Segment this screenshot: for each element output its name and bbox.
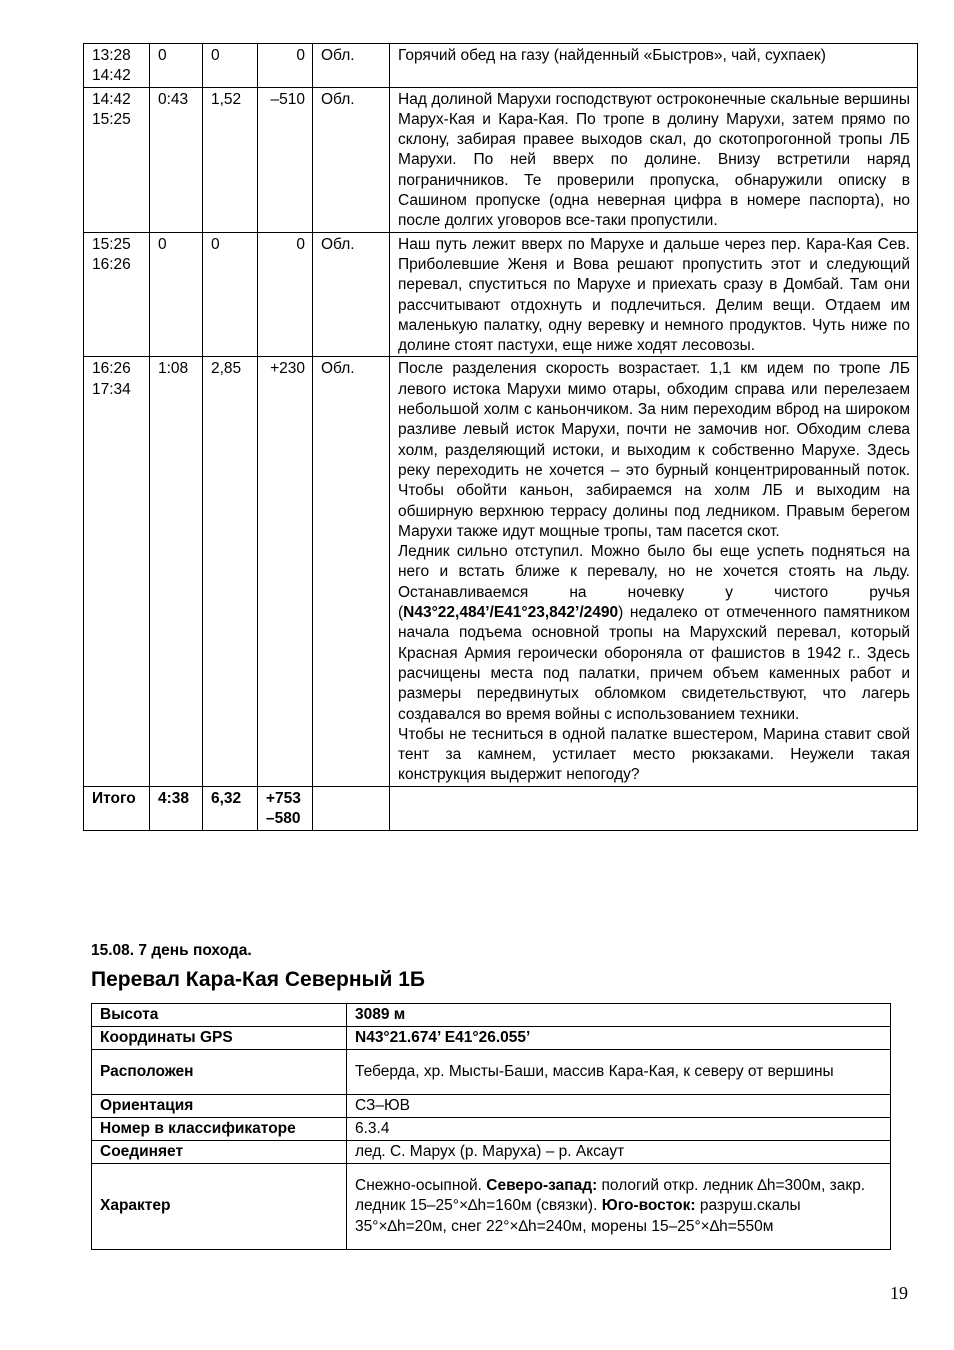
connects-value: лед. С. Марух (р. Маруха) – р. Аксаут bbox=[347, 1141, 891, 1164]
duration-cell: 0 bbox=[150, 232, 203, 357]
total-row bbox=[84, 786, 918, 831]
distance-cell: 0 bbox=[203, 44, 258, 88]
description-cell: Над долиной Марухи господствуют остроконечные скальные вершины Марух-Кая и Кара-Кая. По тропе в долину Марухи, затем прямо по склону, забирая правее выходов скал, до скотопрогонной тропы ЛБ Марухи. По ней вверх по долине. Внизу встретили наряд пограничников. Те проверили пропуска, обнаружили описку в Сашином пропуске (одна неверная цифра в номере паспорта), но после долгих уговоров все-таки пропустили. bbox=[390, 87, 918, 232]
location-value: Теберда, хр. Мысты-Баши, массив Кара-Кая, к северу от вершины bbox=[347, 1050, 891, 1095]
duration-cell: 0 bbox=[150, 44, 203, 88]
pass-title: Перевал Кара-Кая Северный 1Б bbox=[91, 968, 425, 991]
class-label: Номер в классификаторе bbox=[92, 1118, 347, 1141]
description-cell: Наш путь лежит вверх по Марухе и дальше через пер. Кара-Кая Сев. Приболевшие Женя и Вова решают пропустить этот и следующий перевал, спуститься по Марухе и приехать сразу в Домбай. Там они рассчитывают отдохнуть и подлечиться. Делим вещи. Отдаем им маленькую палатку, одну веревку и немного продуктов. Чуть ниже по долине стоят пастухи, еще ниже ходят лесовозы. bbox=[390, 232, 918, 357]
duration-cell: 1:08 bbox=[150, 357, 203, 786]
total-weather bbox=[313, 786, 390, 831]
height-value: 3089 м bbox=[347, 1004, 891, 1027]
total-label: Итого bbox=[84, 786, 150, 831]
pass-row bbox=[92, 1095, 891, 1118]
total-elevation: +753 –580 bbox=[258, 786, 313, 831]
time-cell: 13:28 14:42 bbox=[84, 44, 150, 88]
pass-row bbox=[92, 1004, 891, 1027]
description-cell: Горячий обед на газу (найденный «Быстров», чай, сухпаек) bbox=[390, 44, 918, 88]
log-row bbox=[84, 87, 918, 232]
elevation-cell: 0 bbox=[258, 232, 313, 357]
pass-row bbox=[92, 1118, 891, 1141]
orientation-label: Ориентация bbox=[92, 1095, 347, 1118]
camp-coordinates: N43°22,484’/E41°23,842’/2490 bbox=[403, 604, 619, 622]
weather-cell: Обл. bbox=[313, 357, 390, 786]
gps-value: N43°21.674’ E41°26.055’ bbox=[347, 1027, 891, 1050]
weather-cell: Обл. bbox=[313, 232, 390, 357]
pass-row bbox=[92, 1027, 891, 1050]
time-cell: 16:26 17:34 bbox=[84, 357, 150, 786]
day-heading: 15.08. 7 день похода. bbox=[91, 942, 252, 959]
paragraph: Ледник сильно отступил. Можно было бы еще успеть подняться на него и встать ближе к перевалу, но не хочется стоять на льду. Останавливаемся на ночевку у чистого ручья (N43°22,484’/E41°23,842’/2490) недалеко от отмеченного памятником начала подъема основной тропы на Марухский перевал, который Красная Армия героически обороняла от фашистов в 1942 г.. Здесь расчищены места под палатки, причем объем каменных работ и размеры передвинутых обломком свидетельствуют, что лагерь создавался во время войны с использованием техники. bbox=[398, 543, 910, 723]
weather-cell: Обл. bbox=[313, 44, 390, 88]
elevation-cell: 0 bbox=[258, 44, 313, 88]
description-cell bbox=[390, 357, 918, 786]
paragraph: Чтобы не тесниться в одной палатке вшестером, Марина ставит свой тент за камнем, устилает место рюкзаками. Неужели такая конструкция выдержит непогоду? bbox=[398, 725, 910, 784]
duration-cell: 0:43 bbox=[150, 87, 203, 232]
location-label: Расположен bbox=[92, 1050, 347, 1095]
log-row bbox=[84, 357, 918, 786]
weather-cell: Обл. bbox=[313, 87, 390, 232]
orientation-value: СЗ–ЮВ bbox=[347, 1095, 891, 1118]
elevation-cell: –510 bbox=[258, 87, 313, 232]
distance-cell: 2,85 bbox=[203, 357, 258, 786]
pass-info-table bbox=[91, 1003, 891, 1250]
character-value: Снежно-осыпной. Северо-запад: пологий откр. ледник ∆h=300м, закр. ледник 15–25°×∆h=160м (связки). Юго-восток: разруш.скалы 35°×∆h=20м, снег 22°×∆h=240м, морены 15–25°×∆h=550м bbox=[347, 1164, 891, 1250]
pass-row bbox=[92, 1141, 891, 1164]
paragraph: После разделения скорость возрастает. 1,1 км идем по тропе ЛБ левого истока Марухи мимо отары, обходим справа или перелезаем небольшой холм с каньончиком. За ним переходим вброд на широком разливе левый исток Марухи, почти не замочив ног. Обходим слева холм, разделяющий истоки, и выходим к собственно Марухе. Здесь реку переходить не хочется – это бурный концентрированный поток. Чтобы обойти каньон, забираемся на холм ЛБ и выходим на обширную верхнюю террасу долины под ледником. Правым берегом Марухи также идут мощные тропы, там пасется скот. bbox=[398, 360, 910, 540]
total-description bbox=[390, 786, 918, 831]
character-label: Характер bbox=[92, 1164, 347, 1250]
connects-label: Соединяет bbox=[92, 1141, 347, 1164]
gps-label: Координаты GPS bbox=[92, 1027, 347, 1050]
distance-cell: 0 bbox=[203, 232, 258, 357]
log-row bbox=[84, 44, 918, 88]
elevation-cell: +230 bbox=[258, 357, 313, 786]
height-label: Высота bbox=[92, 1004, 347, 1027]
time-cell: 14:42 15:25 bbox=[84, 87, 150, 232]
page-number: 19 bbox=[890, 1283, 908, 1303]
class-value: 6.3.4 bbox=[347, 1118, 891, 1141]
pass-row bbox=[92, 1164, 891, 1250]
total-duration: 4:38 bbox=[150, 786, 203, 831]
total-distance: 6,32 bbox=[203, 786, 258, 831]
log-row bbox=[84, 232, 918, 357]
distance-cell: 1,52 bbox=[203, 87, 258, 232]
route-log-table bbox=[83, 43, 918, 831]
pass-row bbox=[92, 1050, 891, 1095]
time-cell: 15:25 16:26 bbox=[84, 232, 150, 357]
